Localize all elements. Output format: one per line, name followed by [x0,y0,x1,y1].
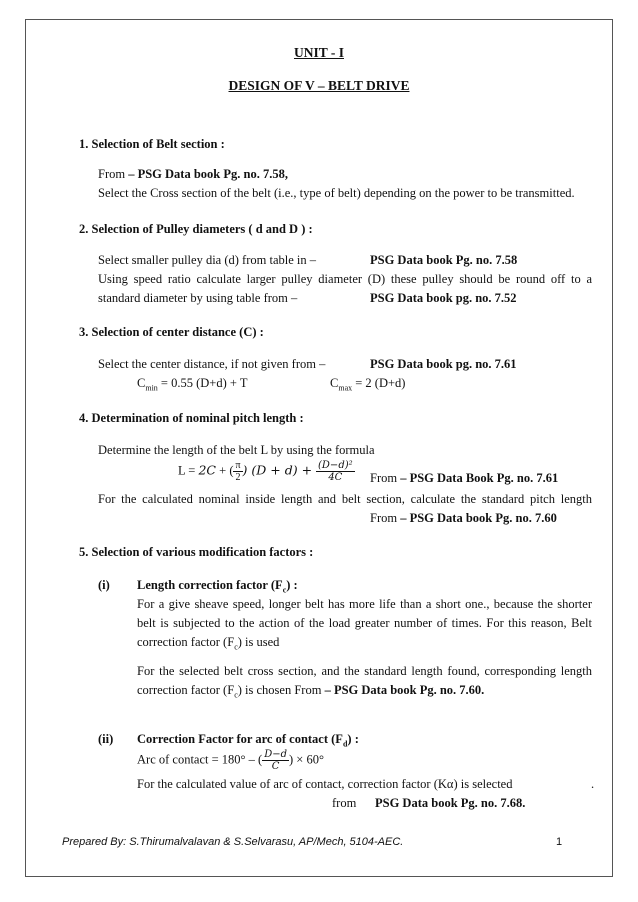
section-1-heading: 1. Selection of Belt section : [79,137,225,151]
section-3-line1: Select the center distance, if not given from – [98,357,326,371]
formula-rest: = 2 (D+d) [352,376,406,390]
subsection-i-p1: For a give sheave speed, longer belt has more life than a short one., because the shorter [137,597,592,611]
subsection-ii-ref: PSG Data book Pg. no. 7.68. [375,796,526,810]
section-4-from2 [370,511,557,526]
unit-title: UNIT - I [293,45,344,60]
title-end: ) : [286,578,298,592]
section-2-ref3: PSG Data book pg. no. 7.52 [370,291,517,305]
ref-text: – PSG Data book Pg. no. 7.60. [324,683,485,697]
subsection-ii-p1: For the calculated value of arc of contact, correction factor (Kα) is selected [137,777,513,791]
cmax-formula [330,376,405,393]
section-4-line1: Determine the length of the belt L by using the formula [98,443,375,457]
title-end: ) : [347,732,359,746]
fraction-numerator: (D−d)² [318,460,353,471]
section-3-heading: 3. Selection of center distance (C) : [79,325,264,339]
fraction-denominator: 2 [235,472,241,483]
arc-of-contact-formula [137,749,324,772]
ref-text: – PSG Data book Pg. no. 7.60 [400,511,557,525]
subscript: d [342,739,348,749]
subscript: c [234,690,238,700]
subsection-i-p3 [137,635,279,652]
text: ) is chosen From [237,683,325,697]
page-subtitle: DESIGN OF V – BELT DRIVE [228,78,410,93]
subsection-ii-title [137,732,359,749]
page-number: 1 [556,836,563,848]
from-label: From [98,167,129,181]
diff-squared-fraction [316,460,355,483]
section-1-from [98,167,288,182]
formula-l: L = [178,463,199,478]
text: correction factor (F [137,683,235,697]
title-text: Correction Factor for arc of contact (F [137,732,343,746]
subscript: min [145,383,158,393]
symbol-c: C [330,376,339,390]
text: ) is used [237,635,280,649]
symbol-c: C [137,376,146,390]
section-2-line3: standard diameter by using table from – [98,291,298,305]
from-label: From [370,511,401,525]
subscript: max [338,383,353,393]
pitch-length-formula [178,460,355,483]
formula-text: Arc of contact = 180° – ( [137,752,263,767]
ref-text: – PSG Data Book Pg. no. 7.61 [400,471,559,485]
title-text: Length correction factor (F [137,578,283,592]
ref-text: – PSG Data book Pg. no. 7.58, [128,167,288,181]
subsection-i-p2: belt is subjected to the action of the load greater number of times. For this reason, Belt [137,616,592,630]
formula-text: ) × 60° [289,752,324,767]
subscript: c [234,642,238,652]
fraction-denominator: 4C [328,472,343,483]
subsection-i-title [137,578,298,595]
section-2-ref1: PSG Data book Pg. no. 7.58 [370,253,518,267]
formula-op: ) (D + d) + [242,462,317,478]
section-4-from [370,471,558,486]
subsection-ii-number: (ii) [98,732,114,746]
subsection-i-p4: For the selected belt cross section, and the standard length found, corresponding length [137,664,592,678]
subsection-ii-from: from [332,796,357,810]
section-4-line2: For the calculated nominal inside length and belt section, calculate the standard pitch length [98,492,592,506]
formula-2c: 2C [198,462,217,478]
text: correction factor (F [137,635,235,649]
footer-prepared-by: Prepared By: S.Thirumalvalavan & S.Selvarasu, AP/Mech, 5104-AEC. [62,836,404,848]
fraction-numerator: π [235,460,241,471]
section-2-heading: 2. Selection of Pulley diameters ( d and D ) : [79,222,313,236]
section-1-text: Select the Cross section of the belt (i.e., type of belt) depending on the power to be transmitted. [98,186,575,200]
cmin-formula [137,376,247,393]
subsection-i-p5 [137,683,484,700]
section-4-heading: 4. Determination of nominal pitch length : [79,411,304,425]
trailing-dot: . [591,777,595,791]
formula-rest: = 0.55 (D+d) + T [157,376,248,390]
pi-over-two [233,460,242,483]
section-2-line1: Select smaller pulley dia (d) from table in – [98,253,316,267]
section-5-heading: 5. Selection of various modification factors : [79,545,314,559]
section-3-ref1: PSG Data book pg. no. 7.61 [370,357,517,371]
fraction-denominator: C [271,761,280,772]
fraction-numerator: D−d [264,749,288,760]
subscript: c [282,585,287,595]
section-2-line2: Using speed ratio calculate larger pulley diameter (D) these pulley should be round off to a [98,272,592,286]
subsection-i-number: (i) [98,578,110,592]
d-minus-d-over-c [262,749,289,772]
from-label: From [370,471,401,485]
formula-op: + ( [216,463,234,478]
